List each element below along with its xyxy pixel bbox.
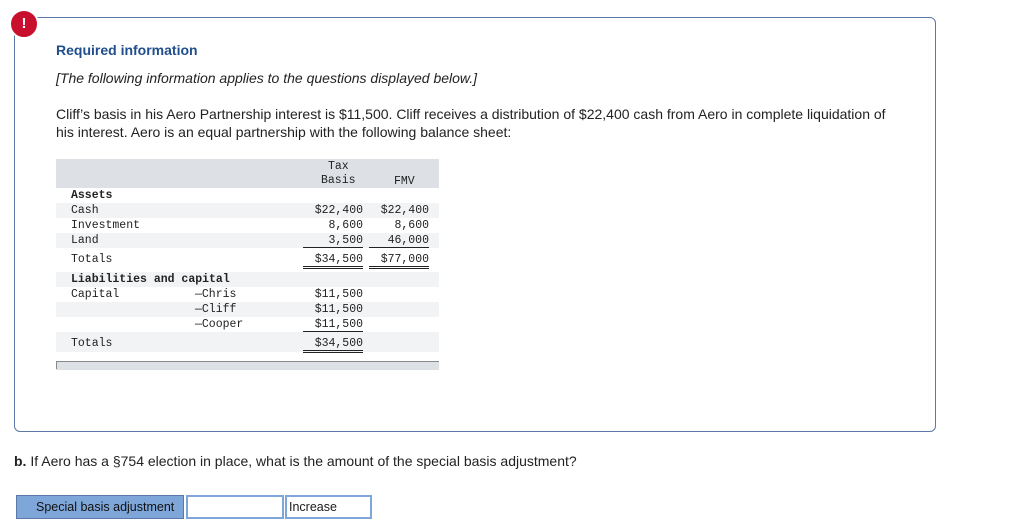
table-footer-band [56,361,439,370]
asset-row-tax-basis: 8,600 [328,219,363,232]
required-information-heading: Required information [56,42,198,58]
problem-statement: Cliff’s basis in his Aero Partnership interest is $11,500. Cliff receives a distribution of $22,400 cash from Aero in complete liquidation of his interest. Aero is an equal partnership with the following balance sheet: [56,106,886,140]
question-body: If Aero has a §754 election in place, what is the amount of the special basis adjustment? [26,453,577,469]
asset-row-label: Cash [71,204,99,217]
asset-row-tax-basis: $22,400 [314,204,363,217]
asset-row-fmv: 8,600 [394,219,429,232]
capital-tax-basis: $11,500 [303,318,363,332]
increase-decrease-select[interactable]: Increase [285,495,372,519]
asset-row-label: Land [71,234,99,247]
asset-row-fmv: 46,000 [369,234,429,248]
capital-totals-tax-basis: $34,500 [303,337,363,353]
assets-totals-fmv: $77,000 [369,253,429,269]
assets-heading: Assets [71,189,113,202]
capital-tax-basis: $11,500 [314,303,363,316]
special-basis-adjustment-label: Special basis adjustment [16,495,184,519]
asset-row-tax-basis: 3,500 [303,234,363,248]
capital-label: Capital [71,288,120,301]
capital-partner-label: —Chris [195,288,237,301]
question-b [14,453,577,469]
assets-totals-tax-basis: $34,500 [303,253,363,269]
capital-tax-basis: $11,500 [314,288,363,301]
balance-sheet-table [56,159,439,369]
capital-totals-label: Totals [71,337,113,350]
tax-basis-header-line2: Basis [321,174,356,187]
capital-partner-label: —Cliff [195,303,237,316]
asset-row-label: Investment [71,219,141,232]
special-basis-adjustment-input[interactable] [186,495,284,519]
capital-partner-label: —Cooper [195,318,244,331]
question-prefix: b. [14,453,27,469]
table-header-band [56,159,439,188]
liabilities-capital-heading: Liabilities and capital [71,273,230,286]
tax-basis-header-line1: Tax [328,160,349,173]
assets-totals-label: Totals [71,253,113,266]
asset-row-fmv: $22,400 [380,204,429,217]
alert-icon: ! [9,9,39,39]
instructions-note: [The following information applies to the questions displayed below.] [56,70,478,86]
fmv-header: FMV [394,175,415,188]
